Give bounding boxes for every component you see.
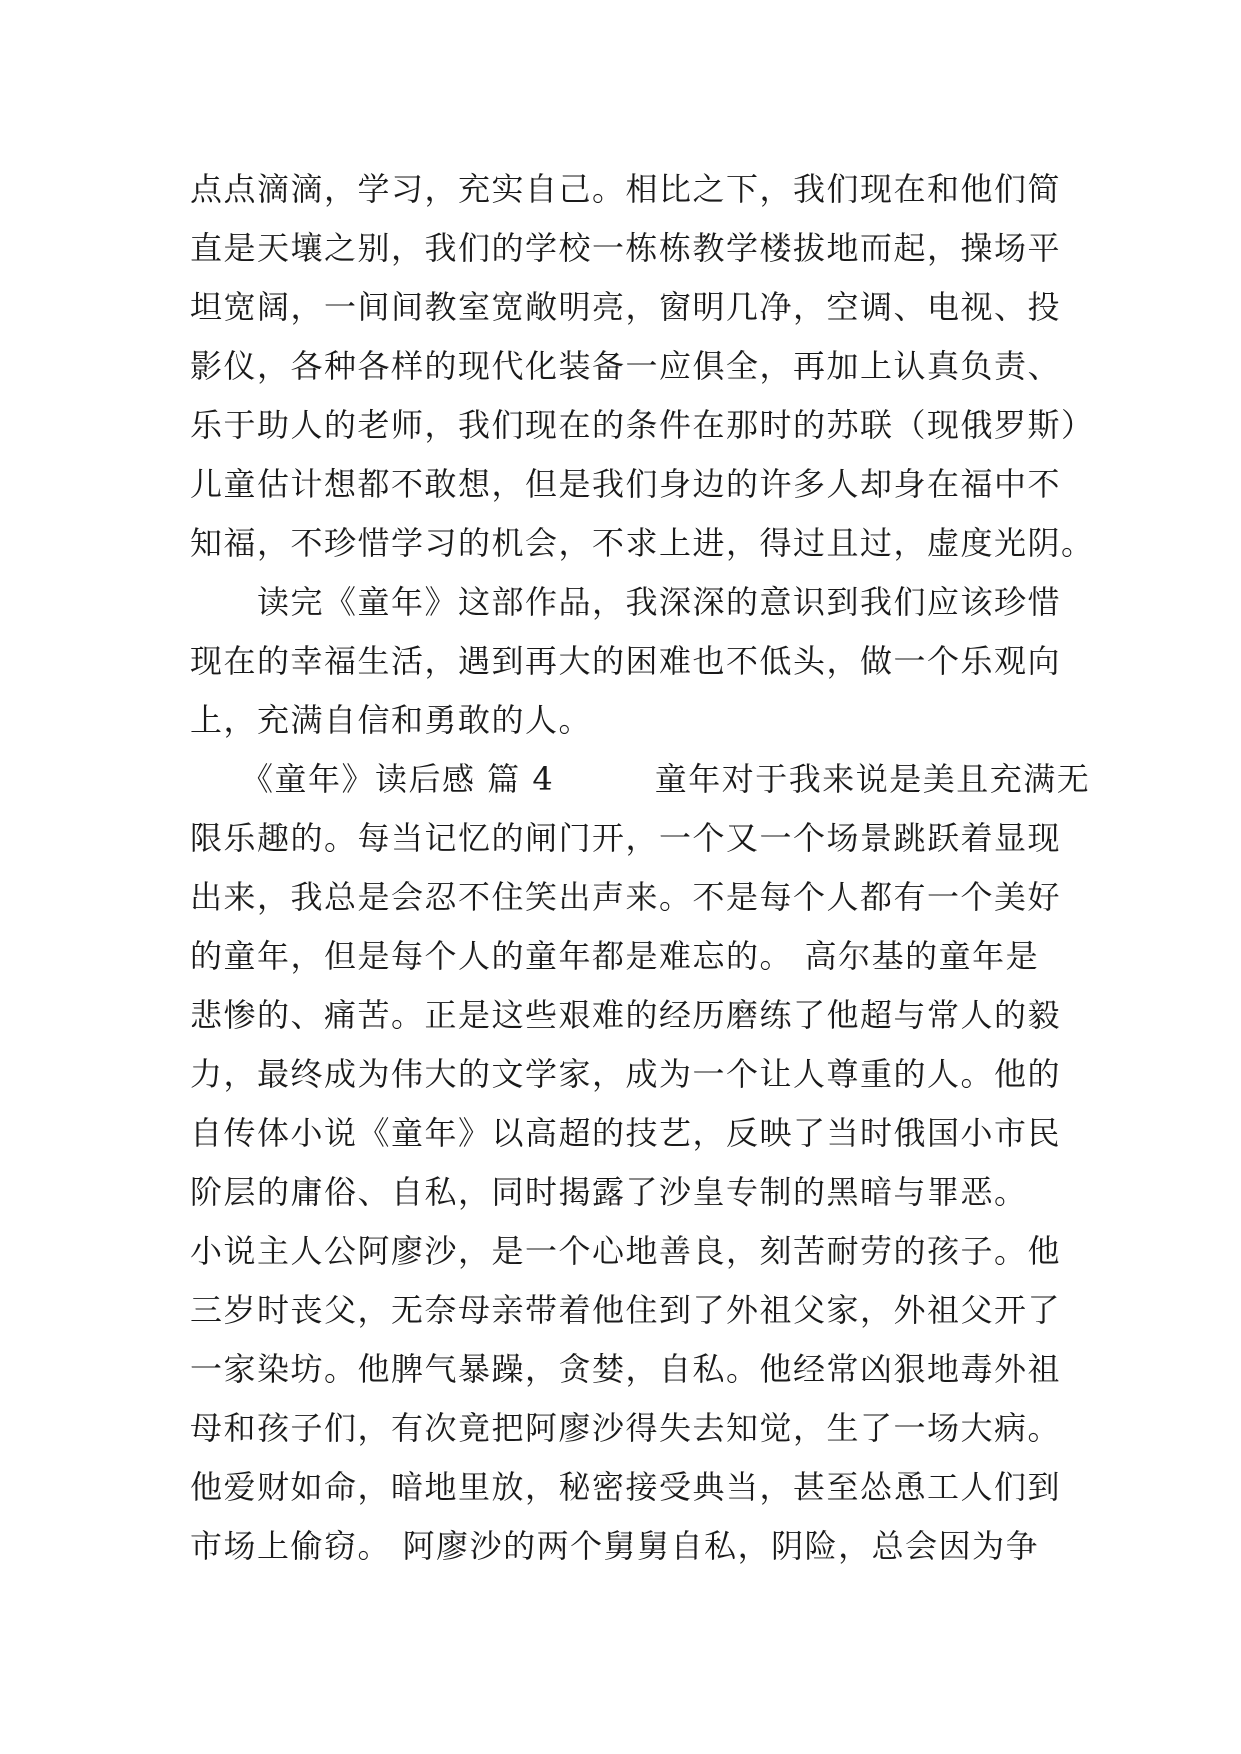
text-line-23: 他爱财如命，暗地里放，秘密接受典当，甚至怂恿工人们到: [190, 1468, 1062, 1506]
text-line-2: 直是天壤之别，我们的学校一栋栋教学楼拔地而起，操场平: [190, 229, 1062, 267]
section-heading-line: 《童年》读后感 篇 4 童年对于我来说是美且充满无: [190, 760, 1091, 798]
text-line-13: 出来，我总是会忍不住笑出声来。不是每个人都有一个美好: [190, 878, 1062, 916]
text-line-12: 限乐趣的。每当记忆的闸门开，一个又一个场景跳跃着显现: [190, 819, 1062, 857]
text-line-6: 儿童估计想都不敢想，但是我们身边的许多人却身在福中不: [190, 465, 1062, 503]
text-line-22: 母和孩子们，有次竟把阿廖沙得失去知觉，生了一场大病。: [190, 1409, 1062, 1447]
text-line-3: 坦宽阔，一间间教室宽敞明亮，窗明几净，空调、电视、投: [190, 288, 1062, 326]
text-line-20: 三岁时丧父，无奈母亲带着他住到了外祖父家，外祖父开了: [190, 1291, 1062, 1329]
text-line-16: 力，最终成为伟大的文学家，成为一个让人尊重的人。他的: [190, 1055, 1062, 1093]
text-line-14: 的童年，但是每个人的童年都是难忘的。 高尔基的童年是: [190, 937, 1040, 975]
text-line-9: 现在的幸福生活，遇到再大的困难也不低头，做一个乐观向: [190, 642, 1062, 680]
text-line-18: 阶层的庸俗、自私，同时揭露了沙皇专制的黑暗与罪恶。: [190, 1173, 1028, 1211]
body-text: [190, 160, 1095, 1576]
text-line-15: 悲惨的、痛苦。正是这些艰难的经历磨练了他超与常人的毅: [190, 996, 1062, 1034]
text-line-8: 读完《童年》这部作品，我深深的意识到我们应该珍惜: [190, 583, 1062, 621]
text-line-21: 一家染坊。他脾气暴躁，贪婪，自私。他经常凶狠地毒外祖: [190, 1350, 1062, 1388]
text-line-24: 市场上偷窃。 阿廖沙的两个舅舅自私，阴险，总会因为争: [190, 1527, 1040, 1565]
text-line-19: 小说主人公阿廖沙，是一个心地善良，刻苦耐劳的孩子。他: [190, 1232, 1062, 1270]
text-line-10: 上，充满自信和勇敢的人。: [190, 701, 593, 739]
text-line-17: 自传体小说《童年》以高超的技艺，反映了当时俄国小市民: [190, 1114, 1062, 1152]
text-line-7: 知福，不珍惜学习的机会，不求上进，得过且过，虚度光阴。: [190, 524, 1095, 562]
text-line-4: 影仪，各种各样的现代化装备一应俱全，再加上认真负责、: [190, 347, 1062, 385]
text-line-1: 点点滴滴，学习，充实自己。相比之下，我们现在和他们简: [190, 170, 1062, 208]
text-line-5: 乐于助人的老师，我们现在的条件在那时的苏联（现俄罗斯）: [190, 406, 1095, 444]
